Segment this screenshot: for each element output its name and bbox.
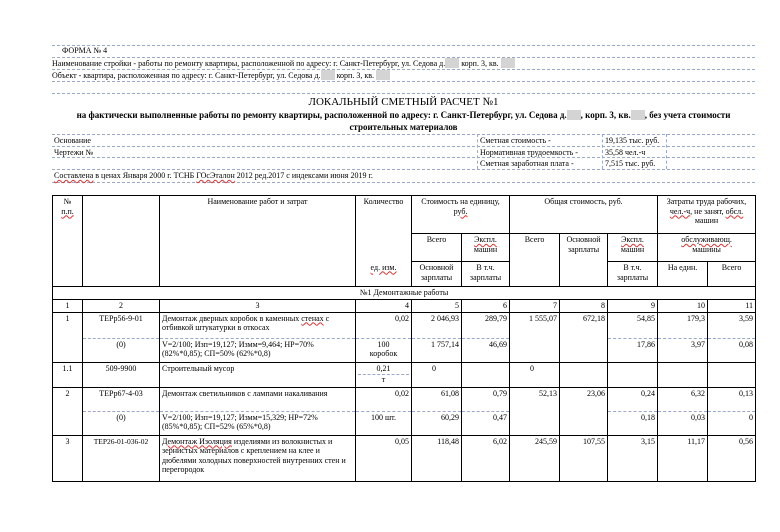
row-name-post: изделиями из волокнистых и зернистых материалов с креплением на клее и дюбелями холодных поверхностей внутренних стен и перегородок <box>162 436 346 474</box>
row-cell: 289,79 <box>462 312 510 338</box>
header-base-total <box>560 234 608 287</box>
header-serving-text: обслуживающ. <box>681 235 732 244</box>
header-expl-text: Экспл. <box>474 235 497 244</box>
row-cell: 3,97 <box>658 338 708 362</box>
section-title: №1 Демонтажные работы <box>53 287 756 300</box>
row-cell: 54,85 <box>608 312 658 338</box>
header-num-text: № <box>63 197 72 206</box>
col-num: 10 <box>658 300 708 313</box>
row-unit-text: т <box>358 374 409 385</box>
document-title: ЛОКАЛЬНЫЙ СМЕТНЫЙ РАСЧЕТ №1 <box>308 96 499 108</box>
row-code: (0) <box>83 411 160 435</box>
row-qty: 0,05 <box>356 435 412 481</box>
row-code: 509-9900 <box>83 362 160 387</box>
header-unitcost-rub: руб. <box>453 206 468 216</box>
row-qty <box>356 338 412 362</box>
header-machines-text: машин <box>620 244 645 254</box>
row-cell: 2 046,93 <box>412 312 462 338</box>
row-name-underlined: Демонтаж Изоляция <box>162 436 232 446</box>
header-name: Наименование работ и затрат <box>160 196 356 287</box>
redaction-block <box>376 70 390 80</box>
table-row <box>53 387 756 411</box>
row-num: 1 <box>53 312 83 362</box>
basis-label: Основание <box>54 136 91 145</box>
header-machines-text: машин <box>473 244 498 254</box>
drawings-label: Чертежи № <box>54 148 94 157</box>
row-cell <box>608 362 658 387</box>
row-code: ТЕРр67-4-03 <box>83 387 160 411</box>
header-labor-text: Затраты труда рабочих, <box>666 197 747 206</box>
form-number <box>52 45 755 56</box>
row-cell <box>462 362 510 387</box>
row-cell <box>658 362 708 387</box>
header-num <box>53 196 83 287</box>
col-num: 9 <box>608 300 658 313</box>
row-cell: 23,06 <box>560 387 608 435</box>
estimate-table <box>52 195 756 482</box>
row-cell: 3,15 <box>608 435 658 481</box>
row-cell: 0,18 <box>608 411 658 435</box>
section-row <box>53 287 756 300</box>
construction-text-post: корп. 3, кв. <box>461 59 499 68</box>
header-incl-text: В т.ч. <box>623 263 642 272</box>
prices-pre: Составлена <box>54 171 94 180</box>
form-number-text: ФОРМА № 4 <box>62 46 108 55</box>
row-cell: 0,79 <box>462 387 510 411</box>
row-unit-text: коробок <box>369 349 398 358</box>
construction-text: Наименование стройки - работы по ремонту квартиры, расположенной по адресу: г. Санкт-Петербург, ул. Седова д. <box>52 59 446 68</box>
header-labor <box>658 196 756 234</box>
header-expl-unit <box>462 234 510 262</box>
row-qty-text: 100 <box>377 339 390 349</box>
header-total: Общая стоимость, руб. <box>510 196 658 234</box>
header-wages-text: зарплаты <box>469 272 502 282</box>
col-num: 11 <box>708 300 756 313</box>
table-row <box>53 411 756 435</box>
row-cell: 0 <box>708 411 756 435</box>
row-num: 2 <box>53 387 83 435</box>
row-cell: 6,32 <box>658 387 708 411</box>
header-base-unit <box>412 262 462 287</box>
table-row <box>53 435 756 481</box>
redaction-block <box>567 110 581 120</box>
separator-line <box>477 134 478 169</box>
col-num: 7 <box>510 300 560 313</box>
separator-line <box>52 182 755 183</box>
row-cell: 672,18 <box>560 312 608 362</box>
row-cell <box>510 362 560 387</box>
subtitle-text: на фактически выполненные работы по ремонту квартиры, расположенной по адресу: г. Санкт-Петербург, ул. Седова д. <box>76 110 567 120</box>
header-qty: Количество <box>356 196 412 262</box>
wage-value: 7,515 тыс. руб. <box>605 159 656 168</box>
row-cell: 1 757,14 <box>412 338 462 362</box>
construction-line <box>52 57 755 69</box>
row-name <box>160 312 356 338</box>
row-qty: 0,02 <box>356 387 412 411</box>
row-cell: 46,69 <box>462 338 510 362</box>
header-labor-chel: чел.-ч <box>669 206 691 216</box>
col-num: 2 <box>83 300 160 313</box>
row-cell: 11,17 <box>658 435 708 481</box>
row-cell: 61,08 <box>412 387 462 411</box>
header-total-labor: Всего <box>708 262 756 287</box>
row-cell: 0,56 <box>708 435 756 481</box>
redaction-block <box>501 58 515 68</box>
row-cell: 0,47 <box>462 411 510 435</box>
header-labor-post: машин <box>694 216 719 225</box>
redaction-block <box>631 110 645 120</box>
row-cell: 52,13 <box>510 387 560 435</box>
separator-line <box>602 134 603 169</box>
row-qty-text: 0,21 <box>376 363 391 373</box>
row-num: 3 <box>53 435 83 481</box>
col-num: 3 <box>160 300 356 313</box>
row-name-post: с отбивкой штукатурки в откосах <box>162 313 330 332</box>
prices-line <box>54 170 373 181</box>
separator-line <box>52 81 755 82</box>
col-num: 6 <box>462 300 510 313</box>
header-incl-total <box>608 262 658 287</box>
row-cell: 245,59 <box>510 435 560 481</box>
header-code <box>83 196 160 287</box>
cost-label: Сметная стоимость - <box>480 136 551 145</box>
col-num: 4 <box>356 300 412 313</box>
header-wages-text: зарплаты <box>616 272 649 282</box>
header-serving-machines: машины <box>692 244 721 254</box>
row-name-underlined: стенах <box>301 313 324 323</box>
header-wages-text: зарплаты <box>420 272 453 282</box>
table-row <box>53 362 756 387</box>
row-cell: 17,86 <box>608 338 658 362</box>
row-code: (0) <box>83 338 160 362</box>
header-unit-text: ед. изм. <box>370 262 397 272</box>
row-qty <box>356 362 412 387</box>
subtitle-text-mid: , корп. 3, кв. <box>580 110 631 120</box>
header-wages-text: зарплаты <box>567 244 600 254</box>
redaction-block <box>321 70 335 80</box>
table-row <box>53 338 756 362</box>
header-labor-mid: , не занят, <box>690 206 726 216</box>
header-unitcost <box>412 196 510 234</box>
row-cell: 6,02 <box>462 435 510 481</box>
col-num: 1 <box>53 300 83 313</box>
object-text: Объект - квартира, расположенная по адресу: г. Санкт-Петербург, ул. Седова д. <box>52 71 321 80</box>
row-qty: 100 шт. <box>356 411 412 435</box>
header-expl-text: Экспл. <box>621 235 644 244</box>
row-cell: 0,03 <box>658 411 708 435</box>
row-cell-value: 0 <box>432 363 436 373</box>
separator-line <box>666 134 667 169</box>
row-code: ТЕР26-01-036-02 <box>83 435 160 481</box>
column-numbers-row <box>53 300 756 313</box>
col-num: 8 <box>560 300 608 313</box>
row-cell: 107,55 <box>560 435 608 481</box>
prices-mid: в ценах Января 2000 г. ТСНБ <box>93 171 197 180</box>
row-cell: 3,59 <box>708 312 756 338</box>
redaction-block <box>445 58 459 68</box>
header-base-text: Основной <box>566 235 601 244</box>
row-cell: 1 555,07 <box>510 312 560 362</box>
header-unitcost-text: Стоимость на единицу, <box>421 197 500 206</box>
cost-value: 19,135 тыс. руб. <box>605 136 660 145</box>
row-name: Строительный мусор <box>160 362 356 387</box>
row-num: 1.1 <box>53 362 83 387</box>
prices-post: 2012 ред.2017 с индексами июня 2019 г. <box>234 171 373 180</box>
document-subtitle <box>52 109 755 133</box>
row-cell: 0,24 <box>608 387 658 411</box>
row-cell: 0,08 <box>708 338 756 362</box>
header-base-text: Основной <box>419 263 454 272</box>
row-cell-value: 0 <box>530 363 535 373</box>
wage-label: Сметная заработная плата - <box>480 159 574 168</box>
row-cell: 0,13 <box>708 387 756 411</box>
separator-line <box>52 93 755 94</box>
header-expl-total <box>608 234 658 262</box>
subtitle-text-post: , без учета стоимости строительных материалов <box>349 110 731 132</box>
row-cell <box>708 362 756 387</box>
row-cell: 179,3 <box>658 312 708 338</box>
header-unit <box>356 262 412 287</box>
prices-tsnb: ГОсЭталон <box>196 171 235 180</box>
row-name-text: Демонтаж дверных коробок в каменных <box>162 313 302 323</box>
row-cell: 60,29 <box>412 411 462 435</box>
row-name: V=2/100; Изп=19,127; Измм=15,329; НР=72% (85%*0,85); СП=52% (65%*0,8) <box>160 411 356 435</box>
row-cell: 118,48 <box>412 435 462 481</box>
header-labor-obsl: обсл. <box>725 206 744 216</box>
row-cell <box>560 362 608 387</box>
labor-label: Нормативная трудоемкость - <box>480 148 578 157</box>
object-line <box>52 69 755 81</box>
row-code: ТЕРр56-9-01 <box>83 312 160 338</box>
row-name <box>160 435 356 481</box>
row-name: V=2/100; Изп=19,127; Измм=9,464; НР=70% (82%*0,85); СП=50% (62%*0,8) <box>160 338 356 362</box>
header-all-unit: Всего <box>412 234 462 262</box>
col-num: 5 <box>412 300 462 313</box>
header-per-unit: На един. <box>658 262 708 287</box>
header-serving <box>658 234 756 262</box>
header-incl-text: В т.ч. <box>476 263 495 272</box>
row-qty: 0,02 <box>356 312 412 338</box>
header-incl-unit <box>462 262 510 287</box>
row-cell <box>412 362 462 387</box>
header-num-pp: п.п. <box>61 206 74 216</box>
table-row <box>53 312 756 338</box>
header-all-total: Всего <box>510 234 560 287</box>
object-text-post: корп. 3, кв. <box>336 71 374 80</box>
row-name: Демонтаж светильников с лампами накаливания <box>160 387 356 411</box>
separator-line <box>52 146 755 147</box>
labor-value: 35,58 чел.-ч <box>605 148 646 157</box>
header-row <box>53 196 756 234</box>
